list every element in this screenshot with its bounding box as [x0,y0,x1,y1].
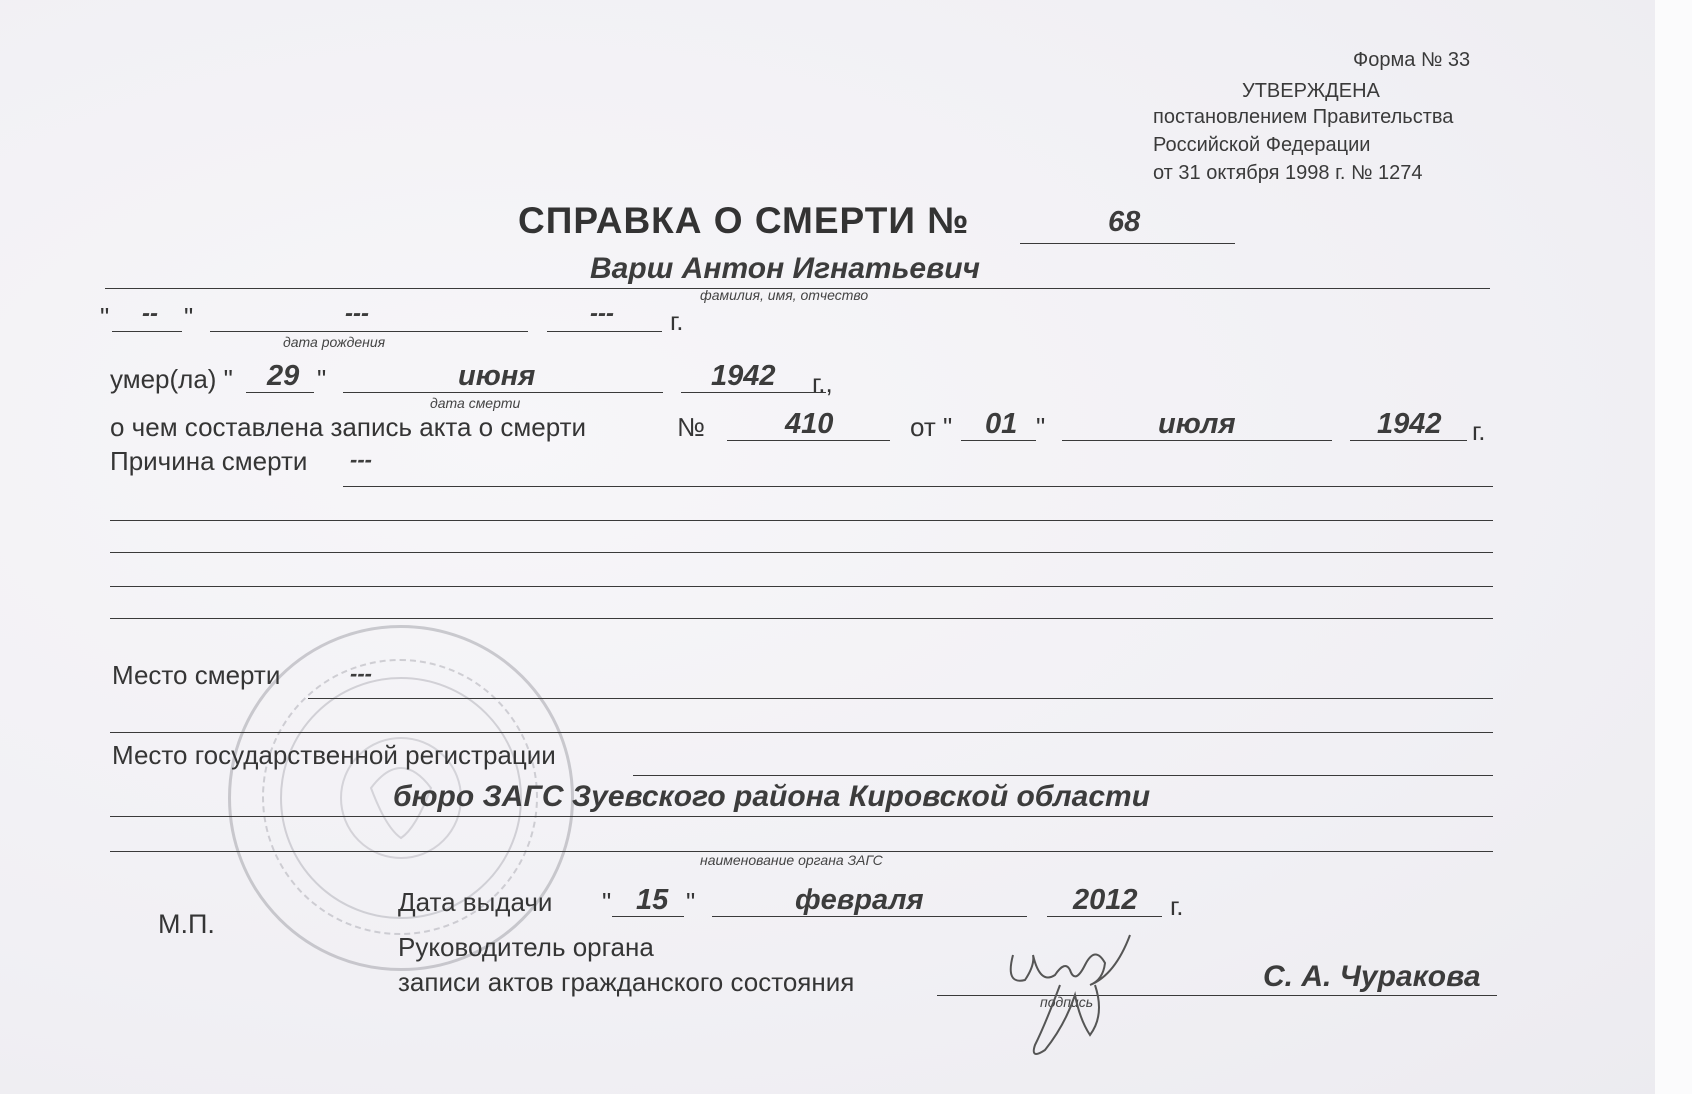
cause-value: --- [350,447,372,472]
issue-date-label: Дата выдачи [398,887,553,917]
signature-caption: подпись [1040,994,1094,1010]
issue-day: 15 [636,884,669,916]
head-label-line1: Руководитель органа [398,932,654,962]
birth-quote-close: " [184,302,194,332]
birth-quote-open: " [100,302,110,332]
place-of-death-value: --- [350,661,372,686]
death-day-line [246,392,314,393]
full-name-caption: фамилия, имя, отчество [700,287,869,303]
birth-year-suffix: г. [670,306,684,336]
approved-by-line2: Российской Федерации [1153,134,1371,156]
record-number: 410 [785,408,834,440]
registration-value: бюро ЗАГС Зуевского района Кировской области [393,780,1151,813]
issue-quote-close: " [686,887,696,917]
birth-month-line [210,331,528,332]
death-caption: дата смерти [430,395,521,411]
issue-year-line [1047,916,1162,917]
registration-line-1 [633,775,1493,776]
record-day-line [961,440,1036,441]
registration-label: Место государственной регистрации [112,740,556,770]
cause-line-5 [110,618,1493,619]
approved-by-line1: постановлением Правительства [1153,106,1454,128]
death-label: умер(ла) " [110,364,233,394]
birth-year-line [547,331,662,332]
title-number-line [1020,243,1235,244]
birth-caption: дата рождения [283,334,386,350]
full-name: Варш Антон Игнатьевич [590,252,981,285]
cause-line-4 [110,586,1493,587]
record-quote-close: " [1036,412,1046,442]
page-edge [1655,0,1692,1094]
issue-day-line [612,916,684,917]
registration-caption: наименование органа ЗАГС [700,852,883,868]
certificate-number: 68 [1108,206,1141,238]
issue-year: 2012 [1073,884,1138,916]
record-day: 01 [985,408,1018,440]
cause-line-2 [110,520,1493,521]
record-month-line [1062,440,1332,441]
cause-label: Причина смерти [110,446,308,476]
handwritten-signature-icon [985,925,1165,1065]
cause-line-3 [110,552,1493,553]
head-name: С. А. Чуракова [1263,960,1481,993]
issue-year-suffix: г. [1170,891,1184,921]
death-quote-close: " [317,364,327,394]
approved-label: УТВЕРЖДЕНА [1242,80,1380,102]
place-of-death-label: Место смерти [112,660,281,690]
seal-place-label: М.П. [158,909,215,939]
record-number-sign: № [677,412,705,442]
death-month-line [343,392,663,393]
registration-line-2 [110,816,1493,817]
head-label-line2: записи актов гражданского состояния [398,967,855,997]
cause-line-1 [343,486,1493,487]
death-month: июня [458,360,536,392]
form-number: Форма № 33 [1353,49,1471,71]
record-year-suffix: г. [1472,416,1486,446]
record-year-line [1350,440,1467,441]
birth-month: --- [345,300,369,327]
issue-quote-open: " [602,887,612,917]
birth-year: --- [590,300,614,327]
death-year-line [681,392,826,393]
record-from-label: от " [910,412,953,442]
record-label: о чем составлена запись акта о смерти [110,412,587,442]
document-title: СПРАВКА О СМЕРТИ № [518,200,970,241]
birth-day: -- [142,300,158,327]
birth-day-line [112,331,182,332]
place-of-death-line-2 [110,732,1493,733]
record-year: 1942 [1377,408,1442,440]
issue-month: февраля [795,884,924,916]
place-of-death-line-1 [308,698,1493,699]
death-day: 29 [267,360,300,392]
death-year-suffix: г., [812,368,833,398]
approved-by-line3: от 31 октября 1998 г. № 1274 [1153,162,1423,184]
death-year: 1942 [711,360,776,392]
record-number-line [727,440,890,441]
issue-month-line [712,916,1027,917]
record-month: июля [1158,408,1236,440]
